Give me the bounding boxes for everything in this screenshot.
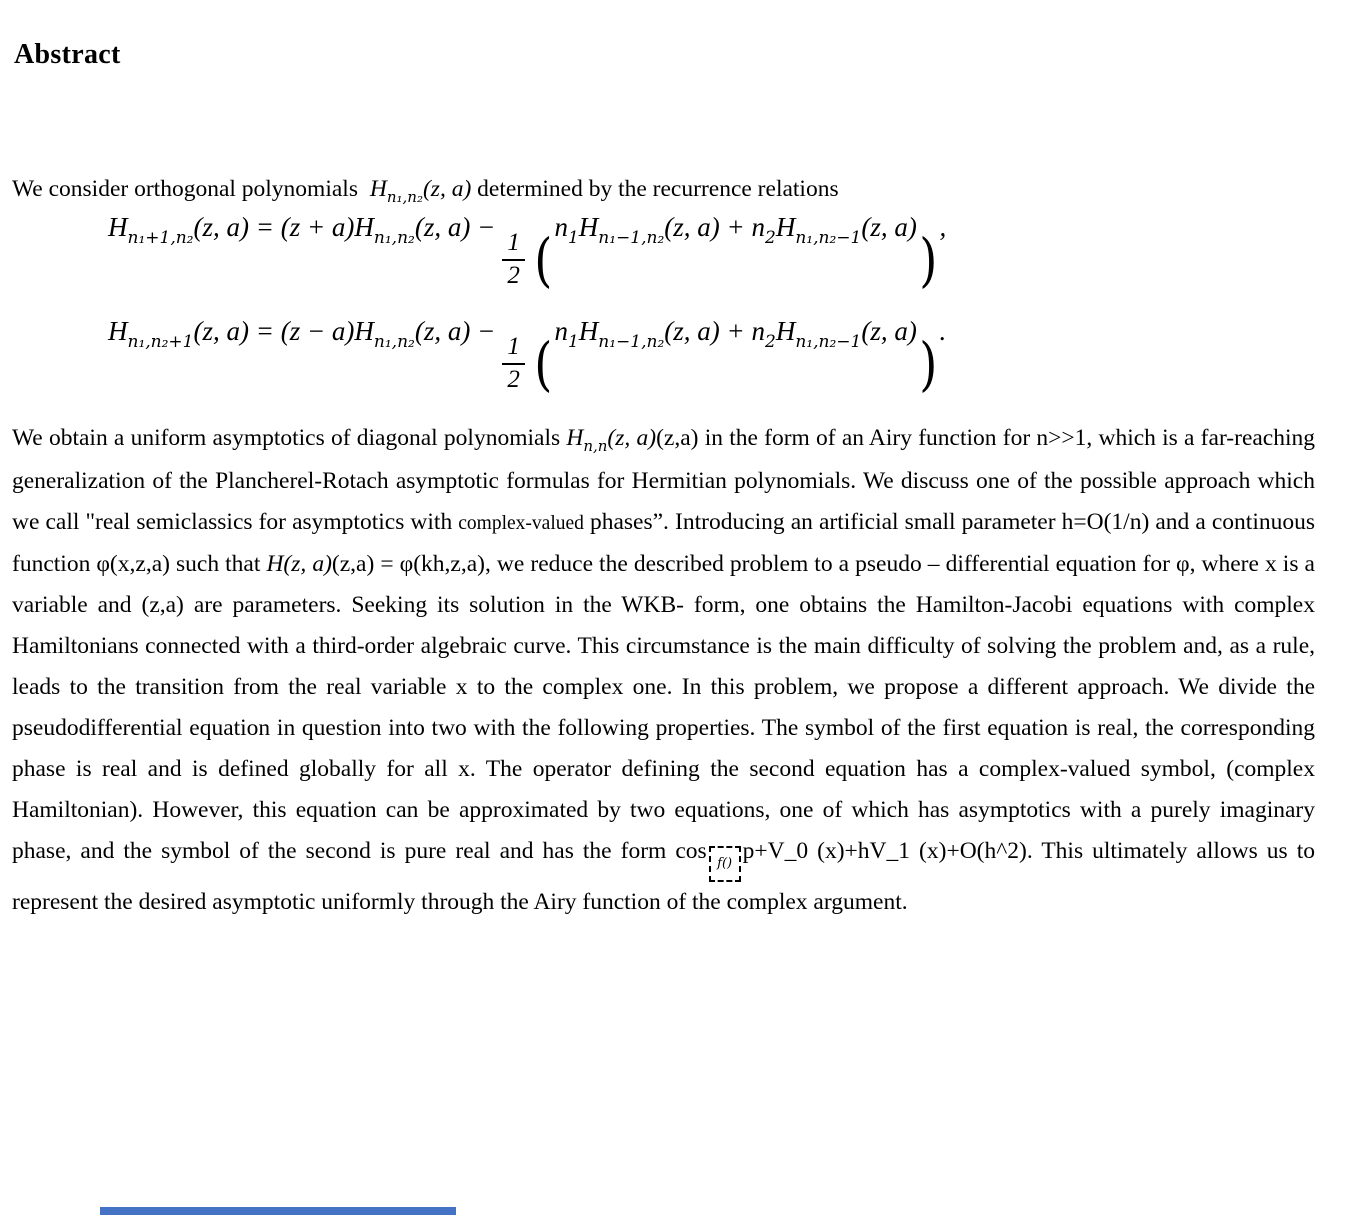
eq-subscript: n₁,n₂+1 bbox=[127, 332, 194, 352]
intro-paragraph bbox=[12, 168, 1355, 212]
eq-subscript: n₁+1,n₂ bbox=[127, 228, 194, 248]
math-symbol: H bbox=[369, 176, 387, 202]
eq-term: H bbox=[578, 212, 599, 242]
eq-punctuation: , bbox=[939, 212, 947, 242]
missing-object-placeholder-icon: f() bbox=[709, 846, 741, 882]
eq-term: H bbox=[108, 316, 128, 346]
eq-term: H bbox=[108, 212, 128, 242]
fraction-numerator: 1 bbox=[502, 229, 525, 261]
eq-term: n bbox=[554, 316, 568, 346]
eq-subscript: n₁,n₂ bbox=[373, 332, 415, 352]
eq-subscript: n₁−1,n₂ bbox=[598, 228, 665, 248]
abstract-body-paragraph bbox=[12, 418, 1315, 923]
eq-subscript: 2 bbox=[765, 332, 776, 352]
big-close-paren: ) bbox=[919, 330, 938, 398]
inline-math-H bbox=[369, 176, 472, 206]
eq-punctuation: . bbox=[939, 316, 947, 346]
eq-term: H bbox=[578, 316, 599, 346]
eq-subscript: n₁,n₂ bbox=[373, 228, 415, 248]
fraction-denominator: 2 bbox=[507, 366, 520, 393]
math-args-plain: (z,a) bbox=[656, 425, 699, 451]
eq-subscript: n₁,n₂−1 bbox=[795, 332, 862, 352]
big-close-paren: ) bbox=[919, 226, 938, 294]
fraction-numerator: 1 bbox=[502, 333, 525, 365]
fraction-one-half bbox=[502, 333, 525, 395]
recurrence-equation-2 bbox=[108, 316, 1355, 412]
math-subscript: n₁,n₂ bbox=[386, 188, 423, 206]
eq-term: (z, a) = (z + a)H bbox=[193, 212, 374, 242]
inline-math-Hza: H(z, a) bbox=[266, 551, 332, 577]
small-font-text: complex-valued bbox=[458, 513, 584, 534]
eq-subscript: n₁,n₂−1 bbox=[795, 228, 862, 248]
eq-term: (z, a) = (z − a)H bbox=[193, 316, 374, 346]
eq-subscript: n₁−1,n₂ bbox=[598, 332, 665, 352]
body-text-segment: in the form of an Airy function for n>>1, which is a far-reaching generalization of the Plancherel-Rotach asymptotic formulas for Hermitian polynomials. We discuss one of the possible approach which we call "real semiclassics for asymptotics with bbox=[12, 425, 1316, 535]
eq-term: (z, a) bbox=[861, 212, 917, 242]
math-args: (z, a) bbox=[422, 176, 472, 202]
eq-term: (z, a) + n bbox=[664, 316, 766, 346]
abstract-heading: Abstract bbox=[14, 39, 121, 70]
fraction-denominator: 2 bbox=[507, 262, 520, 289]
body-text-segment: (z,a) = φ(kh,z,a), we reduce the described problem to a pseudo – differential equation for φ, where x is a variable and (z,a) are parameters. Seeking its solution in the WKB- form, one obtains the Hamilton-Jacobi equations with complex Hamiltonians connected with a third-order algebraic curve. This circumstance is the main difficulty of solving the problem and, as a rule, leads to the transition from the real variable x to the complex one. In this problem, we propose a different approach. We divide the pseudodifferential equation in question into two with the following properties. The symbol of the first equation is real, the corresponding phase is real and is defined globally for all x. The operator defining the second equation has a complex-valued symbol, (complex Hamiltonian). However, this equation can be approximated by two equations, one of which has asymptotics with a purely imaginary phase, and the symbol of the second is pure real and has the form cos bbox=[12, 551, 1315, 864]
bottom-blue-bar bbox=[100, 1207, 456, 1215]
body-text-segment: p+V_0 (x)+hV_1 (x)+O(h^2). This ultimately allows us to represent the desired asymptotic uniformly through the Airy function of the complex argument. bbox=[12, 838, 1315, 915]
big-open-paren: ( bbox=[534, 226, 553, 294]
eq-subscript: 1 bbox=[567, 228, 579, 248]
eq-term: n bbox=[554, 212, 568, 242]
eq-term: (z, a) + n bbox=[664, 212, 766, 242]
big-open-paren: ( bbox=[534, 330, 553, 398]
eq-subscript: 2 bbox=[765, 228, 776, 248]
eq-term: (z, a) bbox=[861, 316, 917, 346]
eq-term: (z, a) − bbox=[414, 212, 496, 242]
eq-term: H bbox=[775, 212, 796, 242]
eq-subscript: 1 bbox=[567, 332, 579, 352]
math-subscript: n,n bbox=[583, 437, 608, 455]
intro-text-after: determined by the recurrence relations bbox=[471, 176, 839, 202]
inline-math-Hnn: H bbox=[566, 425, 584, 451]
eq-term: H bbox=[775, 316, 796, 346]
intro-text-before: We consider orthogonal polynomials bbox=[12, 176, 364, 202]
fraction-one-half bbox=[502, 229, 525, 291]
eq-term: (z, a) − bbox=[414, 316, 496, 346]
body-text-segment: We obtain a uniform asymptotics of diagonal polynomials bbox=[12, 425, 567, 451]
math-args: (z, a) bbox=[607, 425, 657, 451]
recurrence-equation-1 bbox=[108, 212, 1355, 308]
document-page bbox=[0, 38, 1355, 1215]
body-text-segment: phases”. Introducing an artificial small parameter h=O(1/n) and a continuous function φ(x,z,a) such that bbox=[12, 509, 1316, 577]
